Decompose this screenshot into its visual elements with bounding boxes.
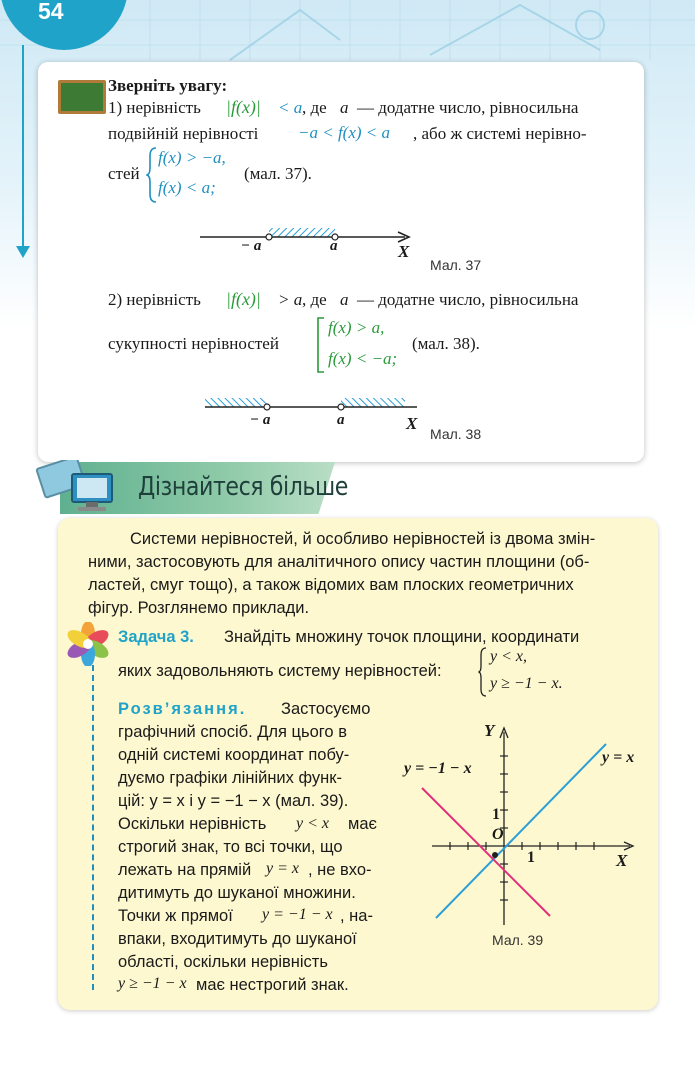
item1-text-de: , де — [302, 98, 327, 117]
solution-line-5: цій: y = x і y = −1 − x (мал. 39). — [118, 792, 349, 810]
intro-line-2: ними, застосовують для аналітичного опису частин площини (об- — [88, 553, 590, 571]
fig39-line1-label: y = −1 − x — [404, 760, 472, 777]
solution-line-8b: , не вхо- — [308, 861, 372, 879]
solution-line-6a: Оскільки нерівність — [118, 815, 267, 833]
item2-abs: |f(x)| — [226, 289, 261, 309]
solution-line-7: строгий знак, то всі точки, що — [118, 838, 343, 856]
fig38-number-line — [195, 390, 425, 430]
solution-line-13b: має нестрогий знак. — [196, 976, 349, 994]
fig39-x-axis: X — [616, 851, 628, 870]
item2-ref: (мал. 38). — [412, 334, 480, 353]
item2-a: a — [340, 290, 349, 309]
solution-line-13m: y ≥ −1 − x — [118, 975, 187, 992]
solution-line-6m: y < x — [296, 815, 329, 832]
item1-sys1: f(x) > −a, — [158, 148, 226, 167]
fig37-axis-label: X — [398, 242, 410, 261]
solution-line-11: впаки, входитимуть до шуканої — [118, 930, 357, 948]
task-system-brace-icon — [478, 646, 488, 698]
solution-line-6b: має — [348, 815, 377, 833]
fig39-tick-y: 1 — [492, 806, 500, 823]
item1-abs: |f(x)| — [226, 97, 261, 117]
solution-line-3: одній системі координат побу- — [118, 746, 350, 764]
learn-more-title: Дізнайтеся більше — [138, 472, 348, 502]
fig38-caption: Мал. 38 — [430, 426, 482, 442]
chalkboard-icon — [58, 80, 106, 114]
item1-ref: (мал. 37). — [244, 164, 312, 183]
item1-double-ineq: −a < f(x) < a — [298, 123, 391, 142]
task-sys-2: y ≥ −1 − x. — [490, 675, 563, 692]
item1-sys2: f(x) < a; — [158, 178, 216, 197]
system-brace-icon — [146, 146, 158, 204]
item1-lt-a: < a — [278, 98, 303, 117]
flower-icon — [66, 622, 110, 666]
margin-line — [22, 45, 24, 250]
fig38-hatch-left — [205, 398, 267, 407]
solution-line-8a: лежать на прямій — [118, 861, 252, 879]
computer-icon — [22, 460, 122, 518]
solution-line-1: Застосуємо — [281, 700, 371, 718]
task-label: Задача 3. — [118, 628, 194, 646]
item1-line2b: , або ж системі нерівно- — [413, 124, 587, 143]
item2-gt-a: > a — [278, 290, 303, 309]
solution-label: Розв’язання. — [118, 700, 247, 718]
item2-text-c: — додатне число, рівносильна — [357, 290, 579, 309]
fig37-caption: Мал. 37 — [430, 257, 482, 273]
fig38-left-label: − a — [250, 412, 271, 428]
solution-line-9: дитимуть до шуканої множини. — [118, 884, 356, 902]
solution-dashed-line — [92, 665, 94, 990]
fig39-y-axis: Y — [484, 721, 495, 740]
intro-line-4: фігур. Розглянемо приклади. — [88, 599, 310, 617]
item1-text: 1) нерівність — [108, 98, 201, 117]
fig37-number-line — [195, 220, 425, 260]
intro-line-1: Системи нерівностей, й особливо нерівностей із двома змін- — [130, 530, 596, 548]
task-line-2: яких задовольняють систему нерівностей: — [118, 662, 442, 680]
margin-arrow-icon — [16, 246, 30, 258]
attention-heading: Зверніть увагу: — [108, 76, 228, 95]
intro-line-3: ластей, смуг тощо), а також відомих вам плоских геометричних — [88, 576, 574, 594]
solution-line-2: графічний спосіб. Для цього в — [118, 723, 347, 741]
item2-text: 2) нерівність — [108, 290, 201, 309]
fig37-left-label: − a — [241, 238, 262, 254]
fig38-right-label: a — [337, 412, 345, 428]
item2-line2: сукупності нерівностей — [108, 334, 279, 353]
item2-set1: f(x) > a, — [328, 318, 385, 337]
item1-line2: подвійній нерівності — [108, 124, 259, 143]
fig38-hatch-right — [341, 398, 405, 407]
item1-text-c: — додатне число, рівносильна — [357, 98, 579, 117]
solution-line-8m: y = x — [266, 860, 299, 877]
solution-line-4: дуємо графіки лінійних функ- — [118, 769, 342, 787]
solution-line-10m: y = −1 − x — [262, 906, 333, 923]
item1-a: a — [340, 98, 349, 117]
task-line-1: Знайдіть множину точок площини, координати — [224, 628, 580, 646]
fig39-line2-label: y = x — [602, 749, 635, 766]
fig37-hatch — [269, 228, 335, 237]
fig39-tick-x: 1 — [527, 849, 535, 866]
solution-line-10a: Точки ж прямої — [118, 907, 233, 925]
page-number: 54 — [38, 0, 64, 24]
set-bracket-icon — [316, 316, 326, 374]
fig39-origin: O — [492, 826, 504, 843]
item2-set2: f(x) < −a; — [328, 349, 398, 368]
solution-line-12: області, оскільки нерівність — [118, 953, 328, 971]
solution-line-10b: , на- — [340, 907, 373, 925]
task-sys-1: y < x, — [490, 648, 527, 665]
fig38-axis-label: X — [406, 414, 418, 433]
item1-line3: стей — [108, 164, 140, 183]
item2-text-de: , де — [302, 290, 327, 309]
fig39-caption: Мал. 39 — [492, 932, 544, 948]
fig37-right-label: a — [330, 238, 338, 254]
